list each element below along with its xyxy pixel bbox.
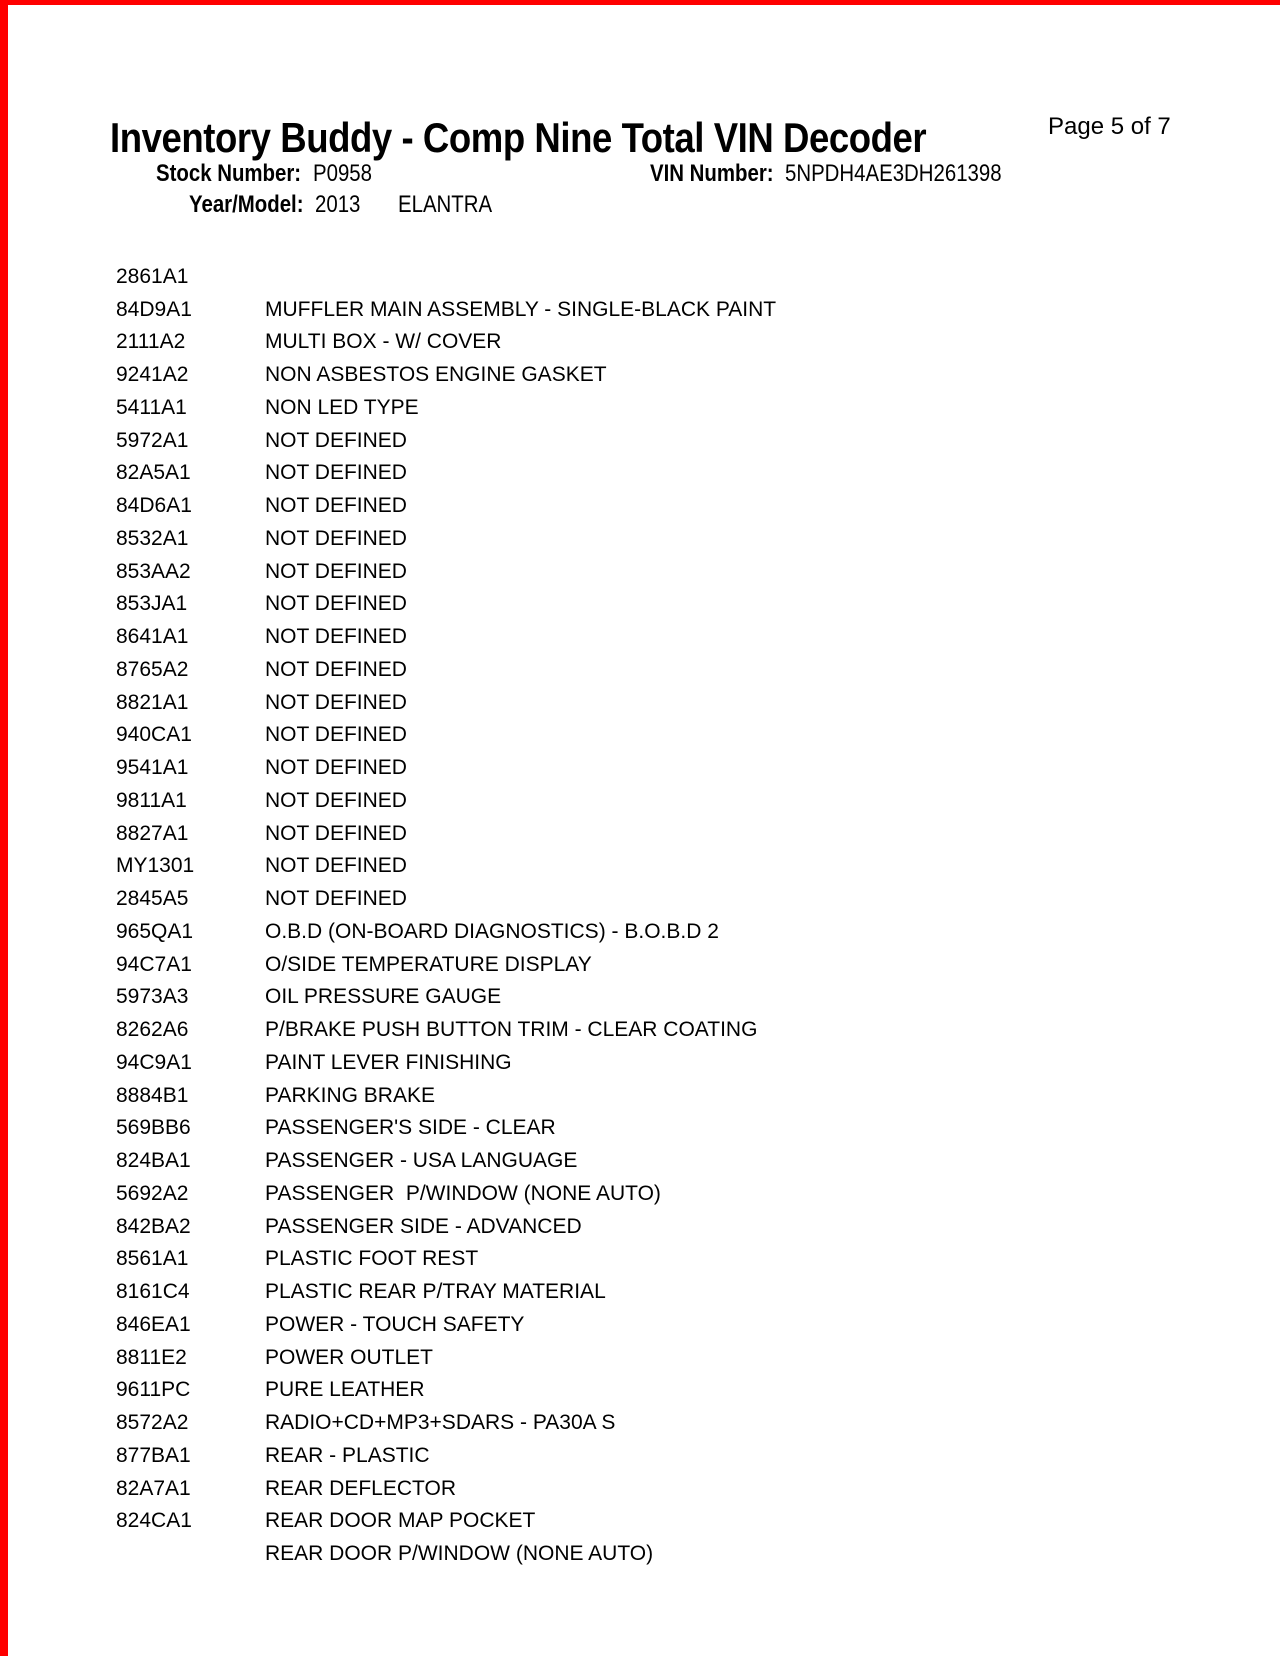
part-description: REAR DOOR P/WINDOW (NONE AUTO) [265, 1542, 654, 1565]
part-code: 82A5A1 [116, 461, 191, 485]
stock-number-value: P0958 [313, 160, 372, 187]
part-code: 853AA2 [116, 559, 191, 583]
part-description: NON ASBESTOS ENGINE GASKET [265, 363, 607, 386]
page-edge-marker-top [0, 0, 1280, 5]
year-model-label: Year/Model: [189, 191, 304, 218]
part-description: NOT DEFINED [265, 559, 407, 583]
part-description: PASSENGER'S SIDE - CLEAR [265, 1116, 556, 1140]
header-line-stock-vin [0, 158, 1280, 189]
vin-number-label: VIN Number: [650, 160, 774, 187]
header-line-year-model [0, 189, 1280, 220]
year-value: 2013 [315, 191, 361, 218]
vin-number-value: 5NPDH4AE3DH261398 [785, 160, 1002, 187]
part-description: REAR DOOR MAP POCKET [265, 1509, 536, 1533]
part-description: NOT DEFINED [265, 625, 407, 648]
part-description: PASSENGER P/WINDOW (NONE AUTO) [265, 1181, 661, 1205]
part-code: 84D9A1 [116, 297, 192, 321]
part-code: 965QA1 [116, 919, 194, 943]
part-description: O/SIDE TEMPERATURE DISPLAY [265, 952, 592, 976]
part-code: 9541A1 [116, 756, 189, 779]
part-code: 853JA1 [116, 592, 188, 616]
part-description: NOT DEFINED [265, 526, 407, 550]
part-code: 8884B1 [116, 1083, 189, 1107]
part-description: O.B.D (ON-BOARD DIAGNOSTICS) - B.O.B.D 2 [265, 919, 719, 943]
part-code: 940CA1 [116, 723, 192, 747]
part-code: 2111A2 [116, 330, 186, 354]
part-code: 94C9A1 [116, 1050, 192, 1074]
part-description: NOT DEFINED [265, 723, 407, 747]
stock-number-label: Stock Number: [156, 160, 302, 187]
part-description: POWER - TOUCH SAFETY [265, 1312, 525, 1336]
part-code: 84D6A1 [116, 494, 192, 517]
part-description: REAR DEFLECTOR [265, 1476, 456, 1500]
page-indicator: Page 5 of 7 [1048, 113, 1171, 140]
part-description: NOT DEFINED [265, 821, 407, 845]
part-code: 94C7A1 [116, 952, 192, 976]
part-code: 8827A1 [116, 821, 189, 845]
part-description: P/BRAKE PUSH BUTTON TRIM - CLEAR COATING [265, 1018, 758, 1041]
part-description: OIL PRESSURE GAUGE [265, 985, 502, 1009]
part-description: NOT DEFINED [265, 690, 407, 714]
parts-list [0, 228, 1280, 1565]
part-code: 8765A2 [116, 657, 189, 681]
part-description: NOT DEFINED [265, 494, 407, 517]
part-description: NOT DEFINED [265, 788, 407, 812]
part-code: 2845A5 [116, 887, 189, 910]
page-title: Inventory Buddy - Comp Nine Total VIN Decoder [110, 114, 927, 161]
part-code: 8821A1 [116, 690, 189, 714]
part-code: 2861A1 [116, 264, 189, 288]
part-description: NOT DEFINED [265, 461, 407, 485]
part-code: 8641A1 [116, 625, 189, 648]
part-description: NOT DEFINED [265, 756, 407, 779]
part-code: 842BA2 [116, 1214, 191, 1238]
part-code: 8561A1 [116, 1247, 189, 1271]
model-value: ELANTRA [398, 191, 493, 218]
part-description: PLASTIC FOOT REST [265, 1247, 479, 1271]
part-code: 5692A2 [116, 1181, 189, 1205]
part-code: 9611PC [116, 1378, 191, 1402]
part-description: NOT DEFINED [265, 854, 407, 878]
part-code: 824CA1 [116, 1509, 192, 1533]
part-description: PLASTIC REAR P/TRAY MATERIAL [265, 1280, 606, 1303]
part-code: 8811E2 [116, 1345, 187, 1369]
part-code: 5973A3 [116, 985, 189, 1009]
part-description: PURE LEATHER [265, 1378, 425, 1402]
part-code: 846EA1 [116, 1312, 191, 1336]
part-description: NON LED TYPE [265, 395, 419, 419]
part-code: MY1301 [116, 854, 195, 878]
part-description: REAR - PLASTIC [265, 1443, 430, 1467]
part-code: 569BB6 [116, 1116, 191, 1140]
part-description: NOT DEFINED [265, 592, 407, 616]
part-code: 5411A1 [116, 395, 187, 419]
part-description: POWER OUTLET [265, 1345, 434, 1369]
part-code: 5972A1 [116, 428, 189, 452]
part-code: 8532A1 [116, 526, 189, 550]
part-code: 824BA1 [116, 1149, 191, 1172]
part-code: 9241A2 [116, 363, 189, 386]
part-description: PASSENGER - USA LANGUAGE [265, 1149, 578, 1172]
part-description: PARKING BRAKE [265, 1083, 435, 1107]
part-description: NOT DEFINED [265, 657, 407, 681]
part-description: MUFFLER MAIN ASSEMBLY - SINGLE-BLACK PAINT [265, 297, 777, 321]
part-code: 8572A2 [116, 1411, 189, 1434]
part-code: 82A7A1 [116, 1476, 191, 1500]
part-description: PASSENGER SIDE - ADVANCED [265, 1214, 582, 1238]
part-description: NOT DEFINED [265, 428, 407, 452]
part-description: NOT DEFINED [265, 887, 407, 910]
part-code: 8161C4 [116, 1280, 190, 1303]
part-code: 8262A6 [116, 1018, 189, 1041]
part-code: 877BA1 [116, 1443, 191, 1467]
part-description: RADIO+CD+MP3+SDARS - PA30A S [265, 1411, 616, 1434]
part-description: MULTI BOX - W/ COVER [265, 330, 502, 354]
part-code: 9811A1 [116, 788, 187, 812]
part-description: PAINT LEVER FINISHING [265, 1050, 512, 1074]
